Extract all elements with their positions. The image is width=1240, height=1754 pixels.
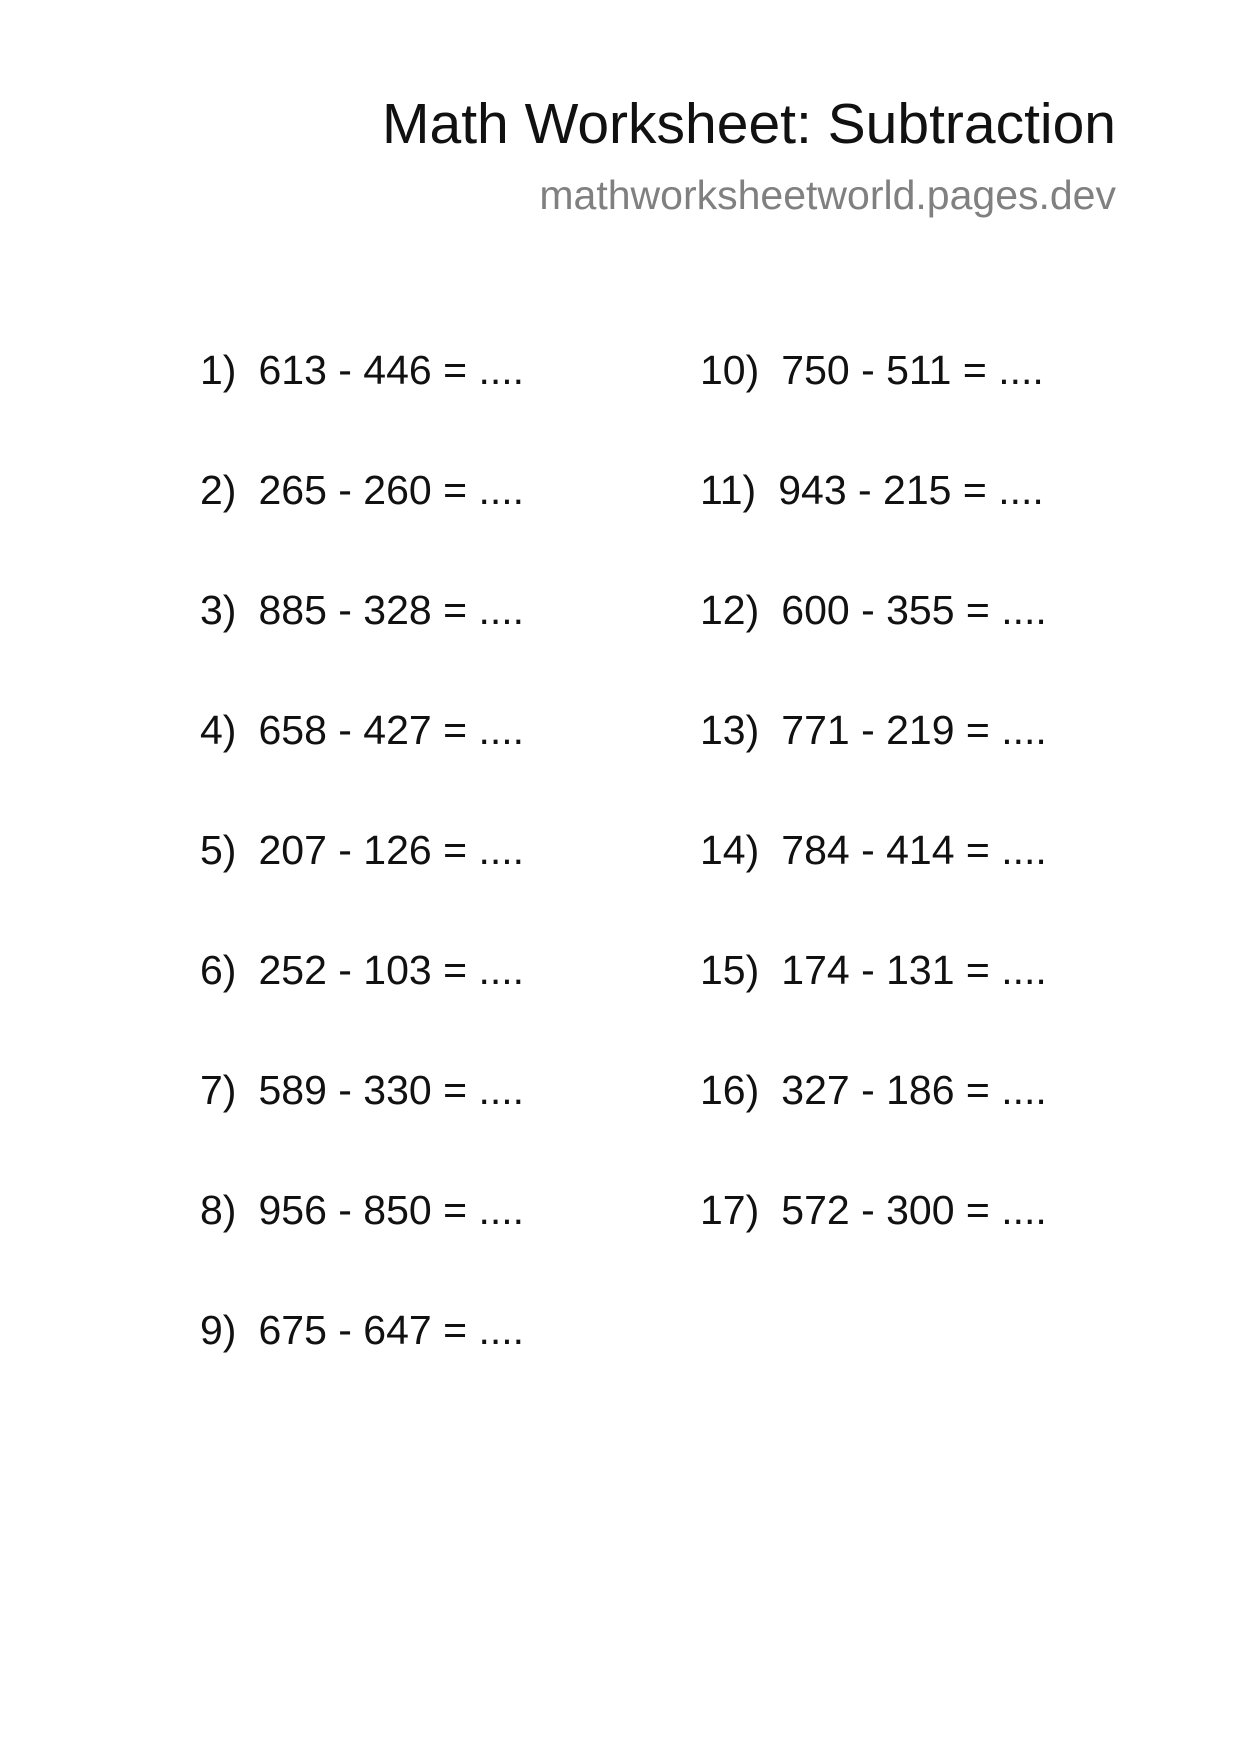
problem-expression: 252 - 103 = .... bbox=[258, 947, 525, 993]
problems-column-right bbox=[700, 347, 1047, 1310]
problem-expression: 784 - 414 = .... bbox=[781, 827, 1047, 873]
problem-expression: 943 - 215 = .... bbox=[778, 467, 1044, 513]
problem-6 bbox=[200, 947, 525, 1070]
worksheet-title: Math Worksheet: Subtraction bbox=[382, 92, 1116, 156]
problem-expression: 327 - 186 = .... bbox=[781, 1067, 1047, 1113]
problem-expression: 600 - 355 = .... bbox=[781, 587, 1047, 633]
problem-number: 1) bbox=[200, 347, 237, 393]
problem-number: 4) bbox=[200, 707, 237, 753]
problem-number: 17) bbox=[700, 1187, 760, 1233]
problem-expression: 572 - 300 = .... bbox=[781, 1187, 1047, 1233]
problem-expression: 174 - 131 = .... bbox=[781, 947, 1047, 993]
problem-8 bbox=[200, 1187, 525, 1310]
problem-number: 11) bbox=[700, 467, 757, 513]
problem-number: 13) bbox=[700, 707, 760, 753]
problem-number: 14) bbox=[700, 827, 760, 873]
problem-5 bbox=[200, 827, 525, 950]
website-url: mathworksheetworld.pages.dev bbox=[539, 172, 1116, 218]
problem-16 bbox=[700, 1067, 1047, 1190]
problem-expression: 613 - 446 = .... bbox=[258, 347, 525, 393]
problem-13 bbox=[700, 707, 1047, 830]
problem-1 bbox=[200, 347, 525, 470]
problem-expression: 956 - 850 = .... bbox=[258, 1187, 525, 1233]
problem-14 bbox=[700, 827, 1047, 950]
problem-12 bbox=[700, 587, 1047, 710]
problem-17 bbox=[700, 1187, 1047, 1310]
problem-expression: 771 - 219 = .... bbox=[781, 707, 1047, 753]
problem-2 bbox=[200, 467, 525, 590]
problem-number: 5) bbox=[200, 827, 237, 873]
problem-expression: 265 - 260 = .... bbox=[258, 467, 525, 513]
problem-11 bbox=[700, 467, 1047, 590]
problem-3 bbox=[200, 587, 525, 710]
problem-10 bbox=[700, 347, 1047, 470]
problem-15 bbox=[700, 947, 1047, 1070]
problem-number: 8) bbox=[200, 1187, 237, 1233]
problem-number: 12) bbox=[700, 587, 760, 633]
worksheet-header bbox=[382, 92, 1116, 218]
problem-expression: 750 - 511 = .... bbox=[781, 347, 1044, 393]
problem-number: 2) bbox=[200, 467, 237, 513]
problem-number: 7) bbox=[200, 1067, 237, 1113]
problem-9 bbox=[200, 1307, 525, 1430]
problem-number: 15) bbox=[700, 947, 760, 993]
problem-number: 3) bbox=[200, 587, 237, 633]
problem-number: 6) bbox=[200, 947, 237, 993]
problem-expression: 207 - 126 = .... bbox=[258, 827, 525, 873]
problem-expression: 658 - 427 = .... bbox=[258, 707, 525, 753]
problem-number: 16) bbox=[700, 1067, 760, 1113]
problem-7 bbox=[200, 1067, 525, 1190]
problem-4 bbox=[200, 707, 525, 830]
problem-expression: 675 - 647 = .... bbox=[258, 1307, 525, 1353]
problem-number: 10) bbox=[700, 347, 760, 393]
problem-expression: 885 - 328 = .... bbox=[258, 587, 525, 633]
problems-column-left bbox=[200, 347, 525, 1430]
problem-number: 9) bbox=[200, 1307, 237, 1353]
problem-expression: 589 - 330 = .... bbox=[258, 1067, 525, 1113]
